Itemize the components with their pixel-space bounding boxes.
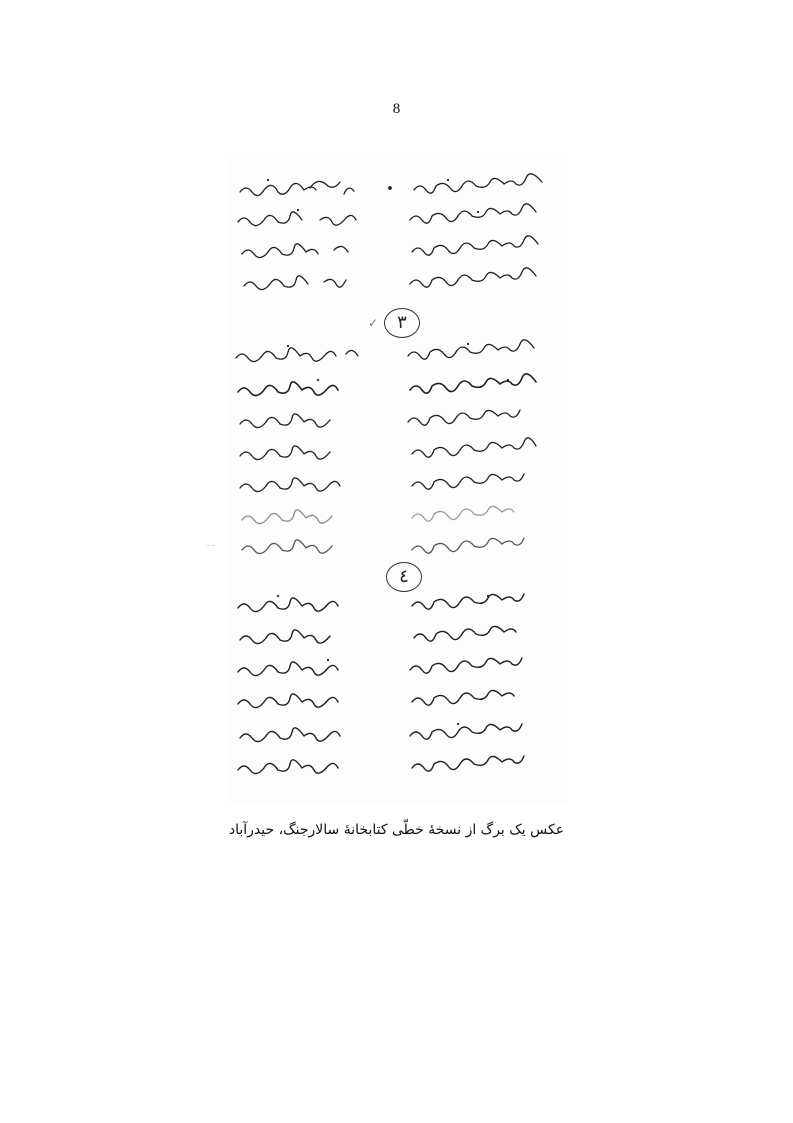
checkmark-icon: ✓ (368, 316, 379, 330)
stanza-number-3: ٣ (384, 308, 420, 338)
margin-mark: ⁻⁻ (206, 543, 216, 553)
stanza-2 (236, 340, 536, 554)
stanza-3 (238, 594, 524, 774)
manuscript-image (228, 158, 568, 804)
stanza-1 (238, 174, 542, 290)
stanza-number-4: ٤ (386, 562, 422, 592)
caption: عکس یک برگ از نسخهٔ خطّی کتابخانهٔ سالارجنگ، حیدرآباد (228, 822, 565, 838)
manuscript-handwriting (228, 158, 568, 804)
page-number: 8 (392, 101, 401, 117)
